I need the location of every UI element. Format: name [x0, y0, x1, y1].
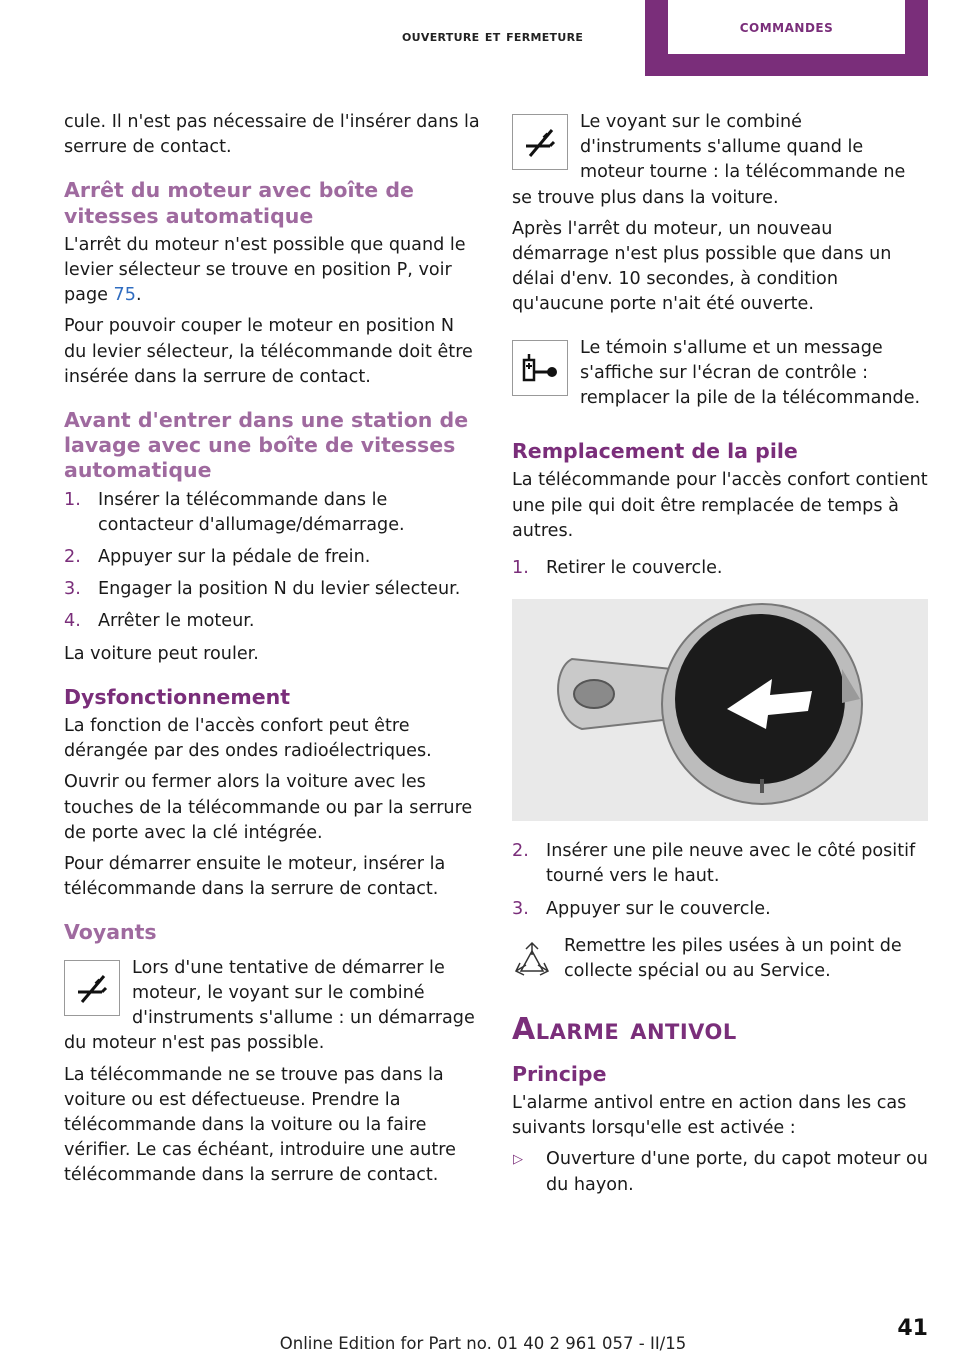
heading-remplacement-pile: Remplacement de la pile	[512, 439, 798, 464]
edition-footer: Online Edition for Part no. 01 40 2 961 057 - II/15	[279, 1334, 687, 1353]
paragraph: cule. Il n'est pas nécessaire de l'insérer dans la serrure de contact.	[64, 112, 480, 158]
recycling-icon	[512, 941, 552, 981]
step-number: 1.	[64, 489, 81, 510]
heading-principe: Principe	[512, 1061, 607, 1086]
key-crossed-icon	[520, 122, 560, 162]
heading-arret-moteur: Arrêt du moteur avec boîte de vitesses automatique	[64, 178, 414, 228]
triangle-bullet-icon: ▷	[513, 1152, 523, 1168]
battery-key-icon	[512, 340, 568, 396]
bullet-list	[512, 1147, 928, 1197]
paragraph: La télécommande ne se trouve pas dans la voiture ou est défectueuse. Prendre la télécommande dans la voiture ou la faire vérifier. Le cas échéant, introduire une autre télécommande dans la serrure de contact.	[64, 1064, 456, 1186]
paragraph: Ouvrir ou fermer alors la voiture avec les touches de la télécommande ou par la serrure de porte avec la clé intégrée.	[64, 772, 473, 843]
paragraph	[64, 233, 480, 309]
list-item	[64, 577, 480, 602]
step-number: 2.	[64, 547, 81, 568]
paragraph-text: .	[135, 285, 142, 306]
paragraph: La télécommande pour l'accès confort contient une pile qui doit être remplacée de temps à autres.	[512, 470, 928, 541]
list-item	[64, 545, 480, 570]
paragraph-text: L'arrêt du moteur n'est possible que quand le levier sélecteur se trouve en position P, voir page	[64, 234, 466, 306]
step-text: Insérer la télécommande dans le contacteur d'allumage/démarrage.	[98, 489, 405, 535]
warning-light-block	[512, 110, 928, 211]
step-number: 3.	[512, 898, 529, 919]
list-item	[512, 556, 928, 581]
chapter-tab	[645, 0, 928, 76]
warning-light-block	[64, 956, 480, 1057]
page-number: 41	[897, 1316, 928, 1341]
steps-list	[64, 488, 480, 635]
step-number: 4.	[64, 611, 81, 632]
paragraph: La fonction de l'accès confort peut être dérangée par des ondes radioélectriques.	[64, 716, 432, 762]
warning-light-text: Lors d'une tentative de démarrer le moteur, le voyant sur le combiné d'instruments s'allume : un démarrage du moteur n'est pas possible.	[64, 957, 475, 1054]
heading-voyants: Voyants	[64, 920, 157, 945]
paragraph: L'alarme antivol entre en action dans les cas suivants lorsqu'elle est activée :	[512, 1093, 907, 1139]
key-crossed-icon	[64, 960, 120, 1016]
remote-battery-cover-photo	[512, 599, 928, 821]
steps-list	[512, 556, 928, 581]
recycling-note-block	[512, 934, 928, 988]
list-item	[512, 897, 928, 922]
paragraph: Après l'arrêt du moteur, un nouveau démarrage n'est plus possible que dans un délai d'env. 10 secondes, à condition qu'aucune porte n'ait été ouverte.	[512, 218, 892, 315]
step-text: Retirer le couvercle.	[546, 558, 723, 579]
step-text: Appuyer sur la pédale de frein.	[98, 547, 371, 568]
page-link[interactable]: 75	[113, 285, 136, 306]
step-text: Insérer une pile neuve avec le côté positif tourné vers le haut.	[546, 841, 916, 887]
paragraph: Pour démarrer ensuite le moteur, insérer la télécommande dans la serrure de contact.	[64, 854, 446, 900]
key-crossed-icon	[72, 968, 112, 1008]
step-text: Arrêter le moteur.	[98, 611, 255, 632]
steps-list	[512, 839, 928, 922]
right-column	[512, 110, 928, 1204]
recycling-note-text: Remettre les piles usées à un point de collecte spécial ou au Service.	[564, 935, 902, 982]
recycling-icon	[512, 938, 552, 984]
heading-dysfonctionnement: Dysfonctionnement	[64, 684, 290, 709]
left-column	[64, 110, 480, 1195]
warning-light-text: Le voyant sur le combiné d'instruments s'allume quand le moteur tourne : la télécommande ne se trouve plus dans la voiture.	[512, 112, 906, 208]
list-item	[64, 488, 480, 538]
step-number: 3.	[64, 579, 81, 600]
paragraph: Pour pouvoir couper le moteur en position N du levier sélecteur, la télécommande doit être insérée dans la serrure de contact.	[64, 316, 473, 387]
list-item	[64, 609, 480, 634]
battery-indicator-text: Le témoin s'allume et un message s'affiche sur l'écran de contrôle : remplacer la pile de la télécommande.	[580, 337, 921, 409]
running-header-section: ouverture et fermeture	[402, 27, 584, 45]
battery-key-icon	[520, 348, 560, 388]
heading-alarme-antivol: Alarme antivol	[512, 1011, 737, 1047]
bullet-text: Ouverture d'une porte, du capot moteur ou du hayon.	[546, 1149, 928, 1195]
step-text: Engager la position N du levier sélecteur.	[98, 579, 461, 600]
list-item	[512, 839, 928, 889]
step-number: 2.	[512, 841, 529, 862]
key-crossed-icon	[512, 114, 568, 170]
remote-battery-cover-illustration	[512, 599, 928, 821]
battery-indicator-block	[512, 336, 928, 412]
list-item	[512, 1147, 928, 1197]
paragraph: La voiture peut rouler.	[64, 643, 259, 664]
chapter-tab-label: commandes	[668, 0, 905, 54]
step-text: Appuyer sur le couvercle.	[546, 898, 771, 919]
heading-station-lavage: Avant d'entrer dans une station de lavage avec une boîte de vitesses automatique	[64, 408, 469, 483]
step-number: 1.	[512, 558, 529, 579]
